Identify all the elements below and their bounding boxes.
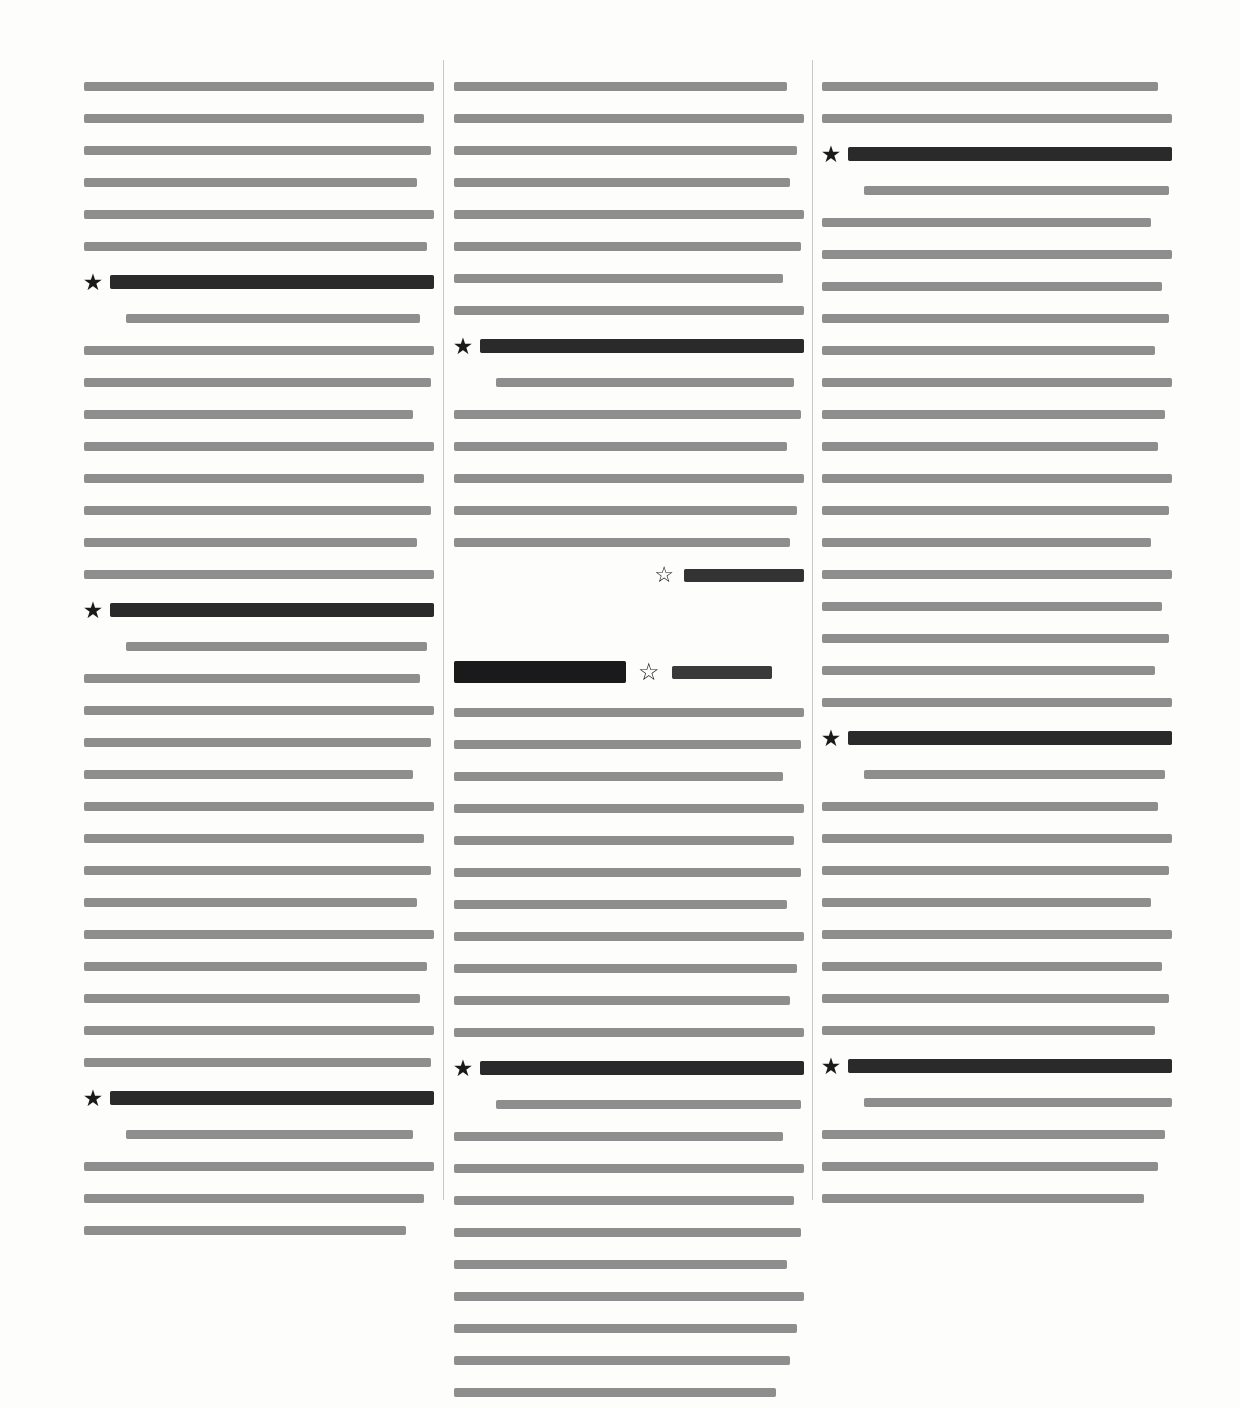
text-line [454, 398, 804, 430]
text-line-placeholder [822, 698, 1172, 707]
text-line-placeholder [822, 802, 1158, 811]
text-line [454, 134, 804, 166]
text-line [84, 854, 434, 886]
section-headline [454, 326, 804, 366]
text-line-placeholder [822, 1194, 1144, 1203]
text-line [454, 262, 804, 294]
text-line [84, 166, 434, 198]
text-line [822, 174, 1172, 206]
headline-text-placeholder [848, 1059, 1172, 1073]
text-line [84, 662, 434, 694]
headline-text-placeholder [480, 1061, 804, 1075]
text-line [454, 1280, 804, 1312]
text-line-placeholder [454, 242, 801, 251]
text-line [822, 1150, 1172, 1182]
article-paragraph [84, 302, 434, 590]
text-line-placeholder [126, 1130, 413, 1139]
text-line-placeholder [822, 538, 1151, 547]
continued-on-page-note [454, 558, 804, 592]
text-line-placeholder [822, 474, 1172, 483]
text-line [454, 198, 804, 230]
text-line [822, 822, 1172, 854]
text-line [454, 952, 804, 984]
text-line [822, 206, 1172, 238]
text-line [454, 920, 804, 952]
text-line [454, 1016, 804, 1048]
spacer [454, 592, 804, 650]
text-line-placeholder [822, 378, 1172, 387]
text-line-placeholder [84, 898, 417, 907]
text-line-placeholder [822, 898, 1151, 907]
article-paragraph [822, 758, 1172, 1046]
text-line [454, 824, 804, 856]
text-line [84, 1214, 434, 1246]
text-line [84, 134, 434, 166]
text-line [84, 430, 434, 462]
text-line-placeholder [126, 642, 427, 651]
text-line-placeholder [822, 410, 1165, 419]
text-line [84, 758, 434, 790]
text-line-placeholder [822, 250, 1172, 259]
text-line-placeholder [84, 442, 434, 451]
text-line-placeholder [454, 1228, 801, 1237]
text-line-placeholder [84, 178, 417, 187]
text-line-placeholder [454, 964, 797, 973]
text-line-placeholder [84, 1226, 406, 1235]
text-line [454, 792, 804, 824]
text-line-placeholder [454, 1196, 794, 1205]
text-line-placeholder [822, 282, 1162, 291]
text-line-placeholder [84, 210, 434, 219]
headline-text-placeholder [110, 1091, 434, 1105]
star-bullet-icon: ★ [84, 270, 102, 294]
section-headline [822, 718, 1172, 758]
text-line [454, 1248, 804, 1280]
text-line-placeholder [822, 82, 1158, 91]
text-line [454, 462, 804, 494]
text-line-placeholder [454, 996, 790, 1005]
text-line-placeholder [496, 1100, 801, 1109]
text-line-placeholder [454, 1388, 776, 1397]
article-paragraph [84, 630, 434, 1078]
text-line-placeholder [126, 314, 420, 323]
text-line-placeholder [822, 442, 1158, 451]
text-line [454, 1184, 804, 1216]
text-line-placeholder [84, 1026, 434, 1035]
text-line-placeholder [84, 378, 431, 387]
text-line [84, 494, 434, 526]
text-line-placeholder [454, 82, 787, 91]
text-line-placeholder [454, 708, 804, 717]
text-line [454, 526, 804, 558]
text-line [822, 302, 1172, 334]
text-line-placeholder [84, 146, 431, 155]
text-line [84, 302, 434, 334]
article-paragraph [84, 1118, 434, 1246]
text-line-placeholder [454, 114, 804, 123]
text-line-placeholder [84, 674, 420, 683]
text-line [454, 888, 804, 920]
text-line-placeholder [822, 930, 1172, 939]
headline-text-placeholder [454, 661, 626, 683]
headline-text-placeholder [110, 603, 434, 617]
text-line-placeholder [454, 146, 797, 155]
text-line [822, 70, 1172, 102]
text-line [84, 950, 434, 982]
text-line-placeholder [454, 178, 790, 187]
text-line-placeholder [822, 634, 1169, 643]
text-line-placeholder [822, 666, 1155, 675]
text-line [822, 430, 1172, 462]
continued-article-headline [454, 650, 804, 694]
text-line-placeholder [454, 740, 801, 749]
text-line-placeholder [454, 306, 804, 315]
text-line [84, 886, 434, 918]
section-headline [84, 1078, 434, 1118]
text-line-placeholder [822, 994, 1169, 1003]
column-divider [812, 60, 813, 1200]
text-line [822, 686, 1172, 718]
article-paragraph [822, 1086, 1172, 1214]
text-line [84, 1046, 434, 1078]
text-line-placeholder [84, 866, 431, 875]
text-line-placeholder [864, 770, 1165, 779]
headline-text-placeholder [110, 275, 434, 289]
text-line [822, 1014, 1172, 1046]
text-line [454, 166, 804, 198]
outline-star-icon: ☆ [654, 562, 674, 588]
text-line [822, 366, 1172, 398]
text-line-placeholder [822, 1162, 1158, 1171]
text-line-placeholder [84, 1162, 434, 1171]
text-line-placeholder [822, 866, 1169, 875]
text-line-placeholder [454, 506, 797, 515]
text-line-placeholder [822, 834, 1172, 843]
article-paragraph [454, 70, 804, 326]
text-line-placeholder [84, 410, 413, 419]
text-line [454, 1376, 804, 1408]
outline-star-icon: ☆ [638, 658, 660, 686]
text-line [84, 630, 434, 662]
star-bullet-icon: ★ [822, 726, 840, 750]
text-line [822, 854, 1172, 886]
text-line [84, 70, 434, 102]
text-line-placeholder [454, 410, 801, 419]
text-line-placeholder [454, 804, 804, 813]
text-line [454, 102, 804, 134]
text-line-placeholder [84, 834, 424, 843]
text-line [822, 982, 1172, 1014]
text-line-placeholder [84, 1194, 424, 1203]
text-line-placeholder [84, 962, 427, 971]
article-paragraph [454, 1088, 804, 1408]
text-line [822, 758, 1172, 790]
article-paragraph [84, 70, 434, 262]
text-line [84, 102, 434, 134]
text-line [84, 334, 434, 366]
section-headline [822, 1046, 1172, 1086]
text-line-placeholder [454, 1356, 790, 1365]
text-line [822, 790, 1172, 822]
text-line-placeholder [84, 82, 434, 91]
text-line-placeholder [84, 770, 413, 779]
text-line [84, 694, 434, 726]
section-headline [84, 590, 434, 630]
text-line [454, 494, 804, 526]
text-line [84, 726, 434, 758]
article-column-2 [454, 70, 804, 1408]
text-line [454, 294, 804, 326]
star-bullet-icon: ★ [84, 598, 102, 622]
text-line [84, 230, 434, 262]
text-line [822, 590, 1172, 622]
headline-text-placeholder [848, 147, 1172, 161]
text-line [84, 198, 434, 230]
text-line-placeholder [454, 1260, 787, 1269]
text-line-placeholder [454, 1292, 804, 1301]
article-paragraph [822, 174, 1172, 718]
star-bullet-icon: ★ [822, 1054, 840, 1078]
text-line-placeholder [454, 772, 783, 781]
text-line [822, 1182, 1172, 1214]
headline-text-placeholder [480, 339, 804, 353]
text-line [454, 1152, 804, 1184]
text-line [454, 1088, 804, 1120]
text-line [454, 760, 804, 792]
star-bullet-icon: ★ [822, 142, 840, 166]
text-line [84, 526, 434, 558]
column-divider [443, 60, 444, 1200]
text-line [822, 102, 1172, 134]
text-line-placeholder [822, 114, 1172, 123]
text-line-placeholder [454, 1028, 804, 1037]
text-line-placeholder [454, 900, 787, 909]
text-line [822, 462, 1172, 494]
text-line-placeholder [84, 538, 417, 547]
text-line-placeholder [84, 1058, 431, 1067]
text-line [822, 1118, 1172, 1150]
text-line-placeholder [84, 506, 431, 515]
article-paragraph [822, 70, 1172, 134]
text-line [84, 558, 434, 590]
text-line [822, 334, 1172, 366]
text-line-placeholder [84, 802, 434, 811]
text-line [822, 238, 1172, 270]
text-line [84, 1014, 434, 1046]
text-line-placeholder [84, 346, 434, 355]
text-line [454, 856, 804, 888]
text-line-placeholder [454, 442, 787, 451]
text-line-placeholder [84, 114, 424, 123]
text-line-placeholder [84, 738, 431, 747]
text-line-placeholder [822, 962, 1162, 971]
text-line [822, 622, 1172, 654]
text-line [454, 366, 804, 398]
text-line-placeholder [84, 474, 424, 483]
text-line [84, 1118, 434, 1150]
article-paragraph [454, 366, 804, 558]
text-line-placeholder [84, 706, 434, 715]
article-paragraph [454, 696, 804, 1048]
text-line [822, 558, 1172, 590]
text-line-placeholder [822, 314, 1169, 323]
text-line [454, 430, 804, 462]
text-line [454, 70, 804, 102]
text-line-placeholder [84, 930, 434, 939]
section-headline [454, 1048, 804, 1088]
text-line [84, 790, 434, 822]
text-line [84, 462, 434, 494]
jump-reference-placeholder [672, 666, 772, 679]
text-line [84, 982, 434, 1014]
text-line-placeholder [822, 1130, 1165, 1139]
text-line-placeholder [864, 1098, 1172, 1107]
text-line-placeholder [454, 538, 790, 547]
text-line [822, 1086, 1172, 1118]
text-line-placeholder [454, 836, 794, 845]
text-line-placeholder [454, 210, 804, 219]
text-line-placeholder [864, 186, 1169, 195]
text-line-placeholder [454, 1132, 783, 1141]
text-line [454, 696, 804, 728]
text-line [84, 1150, 434, 1182]
text-line-placeholder [454, 868, 801, 877]
text-line [822, 654, 1172, 686]
text-line [454, 1120, 804, 1152]
text-line-placeholder [84, 242, 427, 251]
text-line-placeholder [84, 570, 434, 579]
text-line [454, 984, 804, 1016]
article-column-1 [84, 70, 434, 1246]
text-line-placeholder [822, 1026, 1155, 1035]
text-line [822, 270, 1172, 302]
text-line [454, 230, 804, 262]
continued-text-placeholder [684, 569, 804, 582]
text-line-placeholder [454, 932, 804, 941]
text-line [454, 1344, 804, 1376]
text-line [454, 1216, 804, 1248]
text-line-placeholder [822, 602, 1162, 611]
section-headline [84, 262, 434, 302]
text-line [454, 728, 804, 760]
text-line [84, 398, 434, 430]
text-line-placeholder [454, 1324, 797, 1333]
text-line [84, 822, 434, 854]
text-line [84, 1182, 434, 1214]
text-line-placeholder [822, 218, 1151, 227]
text-line-placeholder [84, 994, 420, 1003]
text-line [454, 1312, 804, 1344]
text-line-placeholder [454, 274, 783, 283]
article-column-3 [822, 70, 1172, 1214]
text-line-placeholder [822, 570, 1172, 579]
text-line [84, 918, 434, 950]
text-line [822, 886, 1172, 918]
text-line-placeholder [822, 506, 1169, 515]
text-line [84, 366, 434, 398]
text-line-placeholder [454, 474, 804, 483]
text-line [822, 526, 1172, 558]
star-bullet-icon: ★ [454, 1056, 472, 1080]
text-line [822, 398, 1172, 430]
headline-text-placeholder [848, 731, 1172, 745]
text-line-placeholder [496, 378, 794, 387]
text-line-placeholder [454, 1164, 804, 1173]
text-line [822, 918, 1172, 950]
section-headline [822, 134, 1172, 174]
text-line-placeholder [822, 346, 1155, 355]
star-bullet-icon: ★ [454, 334, 472, 358]
text-line [822, 950, 1172, 982]
star-bullet-icon: ★ [84, 1086, 102, 1110]
text-line [822, 494, 1172, 526]
